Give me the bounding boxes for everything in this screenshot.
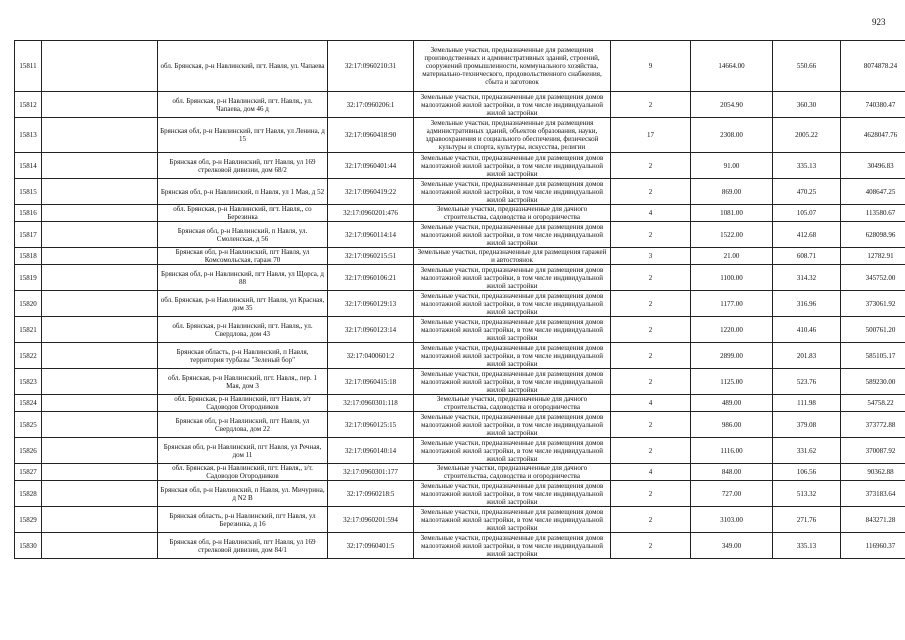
specific-value-cell: 271.76 (773, 507, 841, 533)
table-row (15, 179, 905, 205)
address-cell: Брянская обл, р-н Навлинский, пгт Навля, ул Речная, дом 11 (158, 438, 328, 464)
specific-value-cell: 105.07 (773, 205, 841, 222)
address-cell: Брянская обл, р-н Навлинский, пгт Навля, ул Свердлова, дом 22 (158, 412, 328, 438)
table-row (15, 412, 905, 438)
table-row (15, 265, 905, 291)
cadastral-value-cell: 585105.17 (841, 343, 905, 369)
table-row (15, 118, 905, 153)
empty-cell (42, 412, 158, 438)
address-cell: Брянская обл, р-н Навлинский, пгт Навля, ул Комсомольская, гараж 70 (158, 248, 328, 265)
cadastral-value-cell: 843271.28 (841, 507, 905, 533)
cadastral-value-cell: 4628047.76 (841, 118, 905, 153)
row-number: 15817 (15, 222, 42, 248)
land-use-cell: Земельные участки, предназначенные для размещения домов малоэтажной жилой застройки, в том числе индивидуальной жилой застройки (414, 438, 611, 464)
area-cell: 1125.00 (691, 369, 773, 395)
row-number: 15819 (15, 265, 42, 291)
land-use-cell: Земельные участки, предназначенные для размещения гаражей и автостоянок (414, 248, 611, 265)
row-number: 15816 (15, 205, 42, 222)
cadastral-number-cell: 32:17:0960210:31 (328, 41, 414, 92)
cadastral-value-cell: 500761.20 (841, 317, 905, 343)
area-cell: 21.00 (691, 248, 773, 265)
cadastral-value-cell: 90362.88 (841, 464, 905, 481)
empty-cell (42, 481, 158, 507)
address-cell: Брянская обл, р-н Навлинский, пгт Навля, ул Щорса, д 88 (158, 265, 328, 291)
table-row (15, 205, 905, 222)
land-use-cell: Земельные участки, предназначенные для размещения домов малоэтажной жилой застройки, в том числе индивидуальной жилой застройки (414, 412, 611, 438)
specific-value-cell: 470.25 (773, 179, 841, 205)
category-cell: 2 (611, 291, 691, 317)
empty-cell (42, 395, 158, 412)
specific-value-cell: 316.96 (773, 291, 841, 317)
cadastral-number-cell: 32:17:0960114:14 (328, 222, 414, 248)
specific-value-cell: 523.76 (773, 369, 841, 395)
row-number: 15815 (15, 179, 42, 205)
land-use-cell: Земельные участки, предназначенные для размещения домов малоэтажной жилой застройки, в том числе индивидуальной жилой застройки (414, 92, 611, 118)
empty-cell (42, 92, 158, 118)
row-number: 15822 (15, 343, 42, 369)
empty-cell (42, 179, 158, 205)
row-number: 15825 (15, 412, 42, 438)
cadastral-number-cell: 32:17:0400601:2 (328, 343, 414, 369)
empty-cell (42, 317, 158, 343)
specific-value-cell: 550.66 (773, 41, 841, 92)
row-number: 15820 (15, 291, 42, 317)
cadastral-number-cell: 32:17:0960419:22 (328, 179, 414, 205)
cadastral-number-cell: 32:17:0960301:177 (328, 464, 414, 481)
empty-cell (42, 343, 158, 369)
category-cell: 2 (611, 533, 691, 559)
cadastral-number-cell: 32:17:0960415:18 (328, 369, 414, 395)
category-cell: 2 (611, 265, 691, 291)
cadastral-value-table (14, 40, 905, 559)
page-number: 923 (872, 17, 886, 27)
cadastral-number-cell: 32:17:0960106:21 (328, 265, 414, 291)
table-row (15, 222, 905, 248)
empty-cell (42, 507, 158, 533)
land-use-cell: Земельные участки, предназначенные для размещения домов малоэтажной жилой застройки, в том числе индивидуальной жилой застройки (414, 533, 611, 559)
address-cell: Брянская обл, р-н Навлинский, п Навля, ул. Смоленская, д 56 (158, 222, 328, 248)
row-number: 15823 (15, 369, 42, 395)
area-cell: 91.00 (691, 153, 773, 179)
category-cell: 9 (611, 41, 691, 92)
land-use-cell: Земельные участки, предназначенные для размещения домов малоэтажной жилой застройки, в том числе индивидуальной жилой застройки (414, 369, 611, 395)
address-cell: обл. Брянская, р-н Навлинский, пгт. Навля, ул. Чапаева (158, 41, 328, 92)
specific-value-cell: 412.68 (773, 222, 841, 248)
empty-cell (42, 248, 158, 265)
specific-value-cell: 360.30 (773, 92, 841, 118)
cadastral-number-cell: 32:17:0960201:476 (328, 205, 414, 222)
cadastral-number-cell: 32:17:0960129:13 (328, 291, 414, 317)
row-number: 15828 (15, 481, 42, 507)
area-cell: 3103.00 (691, 507, 773, 533)
land-use-cell: Земельные участки, предназначенные для дачного строительства, садоводства и огородничества (414, 205, 611, 222)
cadastral-number-cell: 32:17:0960218:5 (328, 481, 414, 507)
land-use-cell: Земельные участки, предназначенные для размещения домов малоэтажной жилой застройки, в том числе индивидуальной жилой застройки (414, 481, 611, 507)
row-number: 15821 (15, 317, 42, 343)
address-cell: обл. Брянская, р-н Навлинский, пгт. Навля,, со Березинка (158, 205, 328, 222)
table-row (15, 92, 905, 118)
row-number: 15818 (15, 248, 42, 265)
category-cell: 4 (611, 395, 691, 412)
row-number: 15824 (15, 395, 42, 412)
category-cell: 2 (611, 507, 691, 533)
address-cell: Брянская обл, р-н Навлинский, п Навля, ул 1 Мая, д 52 (158, 179, 328, 205)
cadastral-number-cell: 32:17:0960401:5 (328, 533, 414, 559)
area-cell: 2054.90 (691, 92, 773, 118)
category-cell: 2 (611, 343, 691, 369)
cadastral-number-cell: 32:17:0960123:14 (328, 317, 414, 343)
table-row (15, 464, 905, 481)
cadastral-value-cell: 370087.92 (841, 438, 905, 464)
row-number: 15829 (15, 507, 42, 533)
area-cell: 869.00 (691, 179, 773, 205)
category-cell: 2 (611, 481, 691, 507)
area-cell: 349.00 (691, 533, 773, 559)
address-cell: Брянская обл, р-н Навлинский, п Навля, ул. Мичурина, д N2 В (158, 481, 328, 507)
cadastral-value-cell: 740380.47 (841, 92, 905, 118)
area-cell: 2899.00 (691, 343, 773, 369)
land-use-cell: Земельные участки, предназначенные для дачного строительства, садоводства и огородничества (414, 464, 611, 481)
area-cell: 1081.00 (691, 205, 773, 222)
specific-value-cell: 608.71 (773, 248, 841, 265)
table-row (15, 291, 905, 317)
area-cell: 986.00 (691, 412, 773, 438)
category-cell: 2 (611, 92, 691, 118)
table-row (15, 317, 905, 343)
cadastral-value-cell: 373183.64 (841, 481, 905, 507)
land-use-cell: Земельные участки, предназначенные для размещения административных зданий, объектов образования, науки, здравоохранения и социального обеспечения, физической культуры и спорта, культуры, искусства, религии (414, 118, 611, 153)
area-cell: 489.00 (691, 395, 773, 412)
cadastral-value-cell: 589230.00 (841, 369, 905, 395)
specific-value-cell: 331.62 (773, 438, 841, 464)
category-cell: 2 (611, 153, 691, 179)
land-use-cell: Земельные участки, предназначенные для размещения домов малоэтажной жилой застройки, в том числе индивидуальной жилой застройки (414, 507, 611, 533)
cadastral-number-cell: 32:17:0960215:51 (328, 248, 414, 265)
cadastral-value-cell: 373061.92 (841, 291, 905, 317)
empty-cell (42, 41, 158, 92)
area-cell: 1116.00 (691, 438, 773, 464)
area-cell: 14664.00 (691, 41, 773, 92)
cadastral-value-cell: 345752.00 (841, 265, 905, 291)
cadastral-value-cell: 8074878.24 (841, 41, 905, 92)
category-cell: 2 (611, 412, 691, 438)
table-body (15, 41, 905, 559)
land-use-cell: Земельные участки, предназначенные для размещения домов малоэтажной жилой застройки, в том числе индивидуальной жилой застройки (414, 153, 611, 179)
address-cell: обл. Брянская, р-н Навлинский, пгт. Навля,, ул. Свердлова, дом 43 (158, 317, 328, 343)
empty-cell (42, 291, 158, 317)
cadastral-number-cell: 32:17:0960418:90 (328, 118, 414, 153)
address-cell: обл. Брянская, р-н Навлинский, пгт. Навля,, пер. 1 Мая, дом 3 (158, 369, 328, 395)
land-use-cell: Земельные участки, предназначенные для размещения производственных и административных зданий, строений, сооружений промышленности, коммунального хозяйства, материально-технического, продовольственного снабжения, сбыта и заготовок (414, 41, 611, 92)
row-number: 15827 (15, 464, 42, 481)
cadastral-number-cell: 32:17:0960125:15 (328, 412, 414, 438)
land-use-cell: Земельные участки, предназначенные для размещения домов малоэтажной жилой застройки, в том числе индивидуальной жилой застройки (414, 265, 611, 291)
address-cell: Брянская обл, р-н Навлинский, пгт Навля, ул 169 стрелковой дивизии, дом 68/2 (158, 153, 328, 179)
cadastral-value-cell: 30496.83 (841, 153, 905, 179)
address-cell: Брянская обл, р-н Навлинский, пгт Навля, ул 169 стрелковой дивизии, дом 84/1 (158, 533, 328, 559)
empty-cell (42, 153, 158, 179)
cadastral-number-cell: 32:17:0960140:14 (328, 438, 414, 464)
specific-value-cell: 335.13 (773, 533, 841, 559)
cadastral-number-cell: 32:17:0960301:118 (328, 395, 414, 412)
table-row (15, 343, 905, 369)
cadastral-value-cell: 408647.25 (841, 179, 905, 205)
category-cell: 2 (611, 438, 691, 464)
table-row (15, 533, 905, 559)
table-row (15, 395, 905, 412)
table-row (15, 438, 905, 464)
specific-value-cell: 379.08 (773, 412, 841, 438)
empty-cell (42, 369, 158, 395)
specific-value-cell: 410.46 (773, 317, 841, 343)
category-cell: 2 (611, 222, 691, 248)
row-number: 15830 (15, 533, 42, 559)
empty-cell (42, 118, 158, 153)
land-use-cell: Земельные участки, предназначенные для размещения домов малоэтажной жилой застройки, в том числе индивидуальной жилой застройки (414, 222, 611, 248)
specific-value-cell: 2005.22 (773, 118, 841, 153)
row-number: 15812 (15, 92, 42, 118)
address-cell: обл. Брянская, р-н Навлинский, пгт. Навля,, ул. Чапаева, дом 46 д (158, 92, 328, 118)
category-cell: 4 (611, 464, 691, 481)
cadastral-value-cell: 116960.37 (841, 533, 905, 559)
table-row (15, 481, 905, 507)
specific-value-cell: 106.56 (773, 464, 841, 481)
address-cell: обл. Брянская, р-н Навлинский, пгт. Навля,, з/т. Садоводов Огородников (158, 464, 328, 481)
specific-value-cell: 335.13 (773, 153, 841, 179)
category-cell: 4 (611, 205, 691, 222)
cadastral-value-cell: 628098.96 (841, 222, 905, 248)
specific-value-cell: 111.98 (773, 395, 841, 412)
category-cell: 2 (611, 179, 691, 205)
cadastral-number-cell: 32:17:0960206:1 (328, 92, 414, 118)
area-cell: 2308.00 (691, 118, 773, 153)
cadastral-number-cell: 32:17:0960401:44 (328, 153, 414, 179)
area-cell: 848.00 (691, 464, 773, 481)
table-row (15, 41, 905, 92)
row-number: 15813 (15, 118, 42, 153)
row-number: 15826 (15, 438, 42, 464)
empty-cell (42, 533, 158, 559)
specific-value-cell: 314.32 (773, 265, 841, 291)
land-use-cell: Земельные участки, предназначенные для размещения домов малоэтажной жилой застройки, в том числе индивидуальной жилой застройки (414, 291, 611, 317)
specific-value-cell: 201.83 (773, 343, 841, 369)
row-number: 15811 (15, 41, 42, 92)
cadastral-number-cell: 32:17:0960201:594 (328, 507, 414, 533)
area-cell: 727.00 (691, 481, 773, 507)
empty-cell (42, 205, 158, 222)
address-cell: Брянская область, р-н Навлинский, п Навля, территория турбазы "Зеленый бор" (158, 343, 328, 369)
row-number: 15814 (15, 153, 42, 179)
empty-cell (42, 265, 158, 291)
address-cell: Брянская обл, р-н Навлинский, пгт Навля, ул Ленина, д 15 (158, 118, 328, 153)
category-cell: 2 (611, 369, 691, 395)
land-use-cell: Земельные участки, предназначенные для размещения домов малоэтажной жилой застройки, в том числе индивидуальной жилой застройки (414, 317, 611, 343)
category-cell: 17 (611, 118, 691, 153)
category-cell: 3 (611, 248, 691, 265)
table-row (15, 507, 905, 533)
empty-cell (42, 222, 158, 248)
area-cell: 1522.00 (691, 222, 773, 248)
category-cell: 2 (611, 317, 691, 343)
cadastral-value-cell: 373772.88 (841, 412, 905, 438)
area-cell: 1100.00 (691, 265, 773, 291)
table-row (15, 153, 905, 179)
address-cell: обл. Брянская, р-н Навлинский, пгт Навля, з/т Садоводов Огородников (158, 395, 328, 412)
cadastral-value-cell: 54758.22 (841, 395, 905, 412)
empty-cell (42, 438, 158, 464)
area-cell: 1220.00 (691, 317, 773, 343)
cadastral-value-cell: 113580.67 (841, 205, 905, 222)
land-use-cell: Земельные участки, предназначенные для размещения домов малоэтажной жилой застройки, в том числе индивидуальной жилой застройки (414, 343, 611, 369)
cadastral-value-cell: 12782.91 (841, 248, 905, 265)
table-row (15, 248, 905, 265)
specific-value-cell: 513.32 (773, 481, 841, 507)
address-cell: обл. Брянская, р-н Навлинский, пгт Навля, ул Красная, дом 35 (158, 291, 328, 317)
table-row (15, 369, 905, 395)
area-cell: 1177.00 (691, 291, 773, 317)
land-use-cell: Земельные участки, предназначенные для дачного строительства, садоводства и огородничества (414, 395, 611, 412)
empty-cell (42, 464, 158, 481)
address-cell: Брянская область, р-н Навлинский, пгт Навля, ул Березинка, д 16 (158, 507, 328, 533)
land-use-cell: Земельные участки, предназначенные для размещения домов малоэтажной жилой застройки, в том числе индивидуальной жилой застройки (414, 179, 611, 205)
